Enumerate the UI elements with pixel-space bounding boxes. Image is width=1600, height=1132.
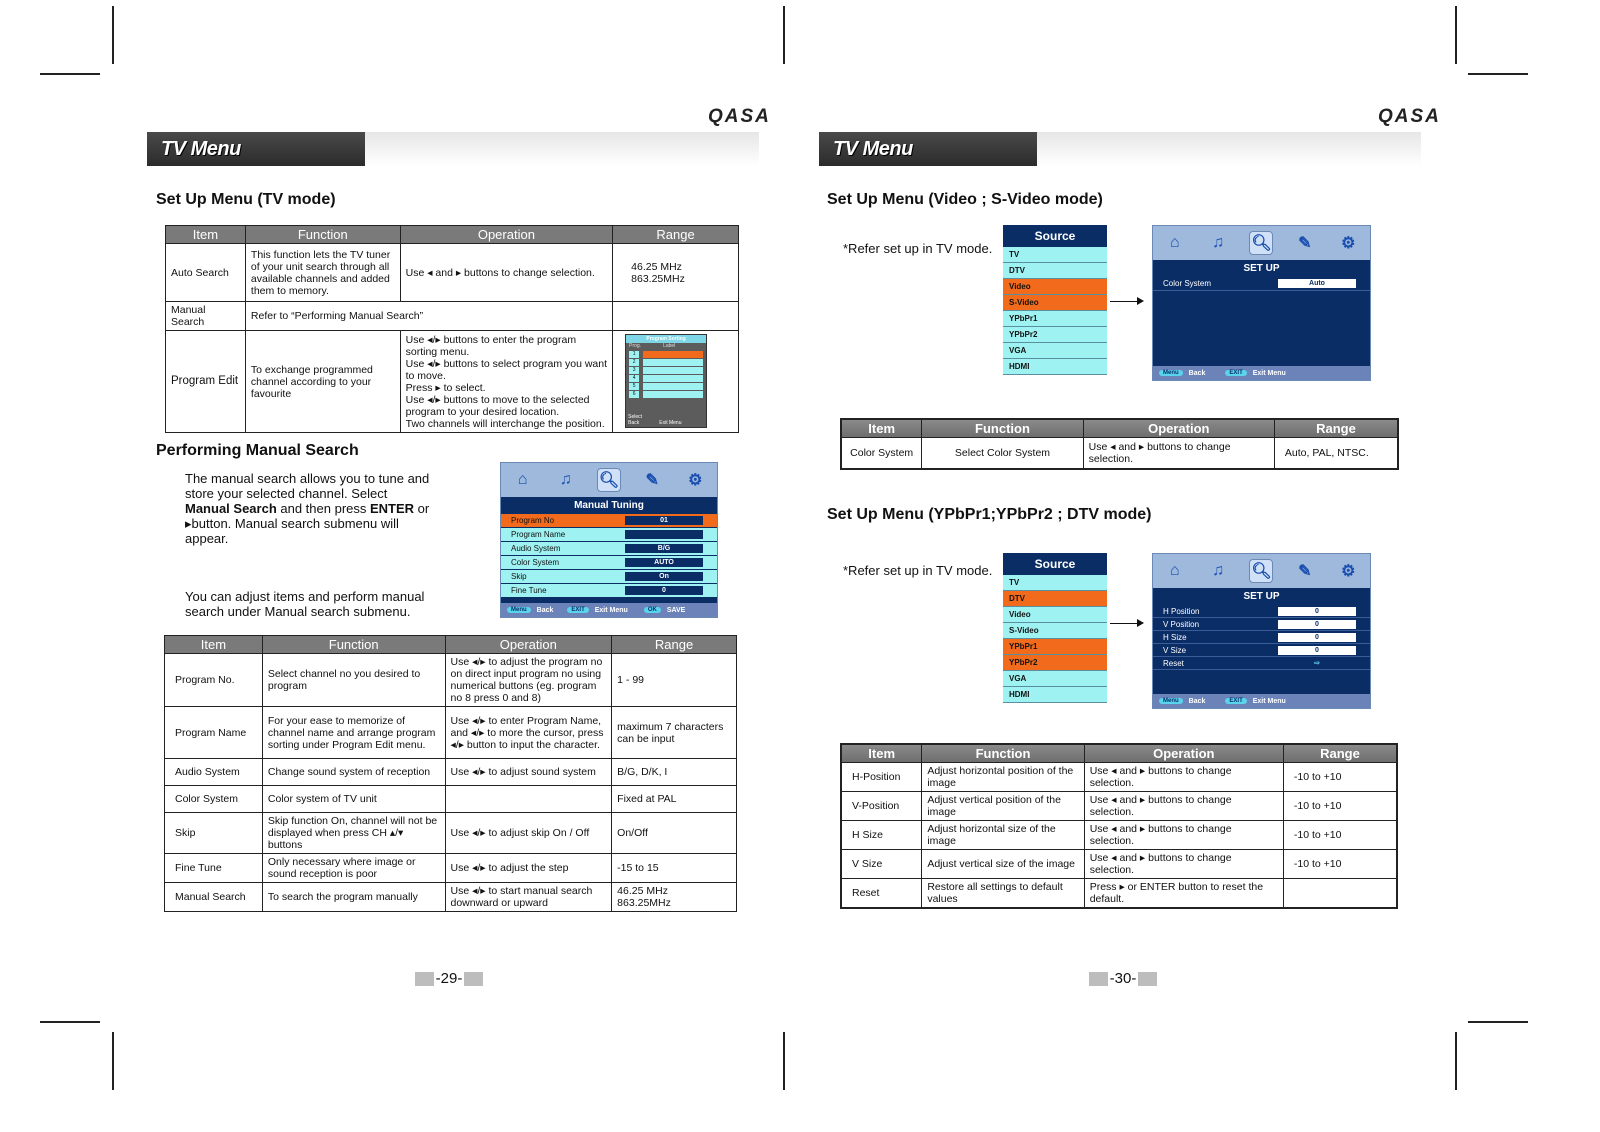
table-row: Audio System Change sound system of reception Use ◂/▸ to adjust sound system B/G, D/K, I [165, 759, 737, 786]
cell-operation: Use ◂/▸ buttons to enter the program sorting menu. Use ◂/▸ buttons to select program you want to move. Press ▸ to select. Use ◂/▸ buttons to move to the selected program to your desired location. Two channels will interchange the position. [400, 331, 613, 433]
banner-title: TV Menu [161, 138, 241, 160]
manual-tuning-osd [500, 462, 718, 618]
mini-row: 2 [629, 359, 703, 366]
source-item-ypbpr1[interactable]: YPbPr1 [1003, 311, 1107, 327]
col-header: Item [165, 636, 263, 654]
osd-footer: Menu Back EXIT Exit Menu [1153, 694, 1370, 708]
brand-logo: QASA [1378, 106, 1441, 127]
section-banner [147, 132, 759, 166]
table-header-row: Item Function Operation Range [841, 419, 1398, 437]
music-icon: ♫ [1212, 562, 1225, 579]
osd-footer: Menu Back EXIT Exit Menu OK SAVE [501, 603, 717, 617]
table-header-row: Item Function Operation Range [841, 744, 1397, 762]
osd-header: SET UP [1243, 263, 1280, 274]
source-title: Source [1003, 553, 1107, 575]
crop-mark [40, 73, 100, 75]
source-item-hdmi[interactable]: HDMI [1003, 359, 1107, 375]
arrow-icon [1110, 301, 1142, 302]
cell-function: Refer to “Performing Manual Search” [245, 302, 612, 331]
osd-row-v-size: V Size 0 [1153, 644, 1370, 657]
crop-mark [40, 1021, 100, 1023]
source-item-tv[interactable]: TV [1003, 575, 1107, 591]
mini-row: 4 [629, 375, 703, 382]
source-item-ypbpr1[interactable]: YPbPr1 [1003, 639, 1107, 655]
mini-foot-back: Back [628, 420, 640, 426]
refer-note: *Refer set up in TV mode. [843, 241, 993, 256]
section-title: Set Up Menu (Video ; S-Video mode) [827, 191, 1103, 208]
osd-row-color-system: Color System AUTO [501, 556, 717, 570]
crop-mark [1468, 73, 1528, 75]
source-item-s-video[interactable]: S-Video [1003, 295, 1107, 311]
gear-icon: ⚙ [1341, 563, 1356, 580]
refer-note: *Refer set up in TV mode. [843, 563, 993, 578]
table-row [166, 302, 739, 331]
cell-range: 46.25 MHz 863.25MHz [613, 244, 739, 302]
col-header: Item [166, 226, 246, 244]
col-header: Range [613, 226, 739, 244]
crop-mark [1455, 1032, 1457, 1090]
osd-row-reset: Reset ⇨ [1153, 657, 1370, 670]
osd-header: SET UP [1243, 591, 1280, 602]
source-item-dtv[interactable]: DTV [1003, 263, 1107, 279]
col-header: Operation [400, 226, 613, 244]
video-setup-table [840, 418, 1399, 470]
osd-row-h-position: H Position 0 [1153, 605, 1370, 618]
page-30 [800, 0, 1600, 1132]
gear-icon: ⚙ [688, 472, 703, 489]
home-icon: ⌂ [1169, 234, 1180, 251]
tools-icon: ✎ [1298, 563, 1312, 580]
mini-col-label: Label [663, 343, 676, 349]
osd-row-h-size: H Size 0 [1153, 631, 1370, 644]
table-row: Manual Search To search the program manually Use ◂/▸ to start manual search downward or upward 46.25 MHz 863.25MHz [165, 883, 737, 912]
cell-item: Manual Search [166, 302, 246, 331]
crop-mark [112, 6, 114, 64]
table-row: Reset Restore all settings to default values Press ▸ or ENTER button to reset the default. [841, 878, 1397, 908]
col-header: Operation [445, 636, 612, 654]
tv-setup-table [165, 225, 739, 433]
crop-mark [783, 6, 785, 64]
mini-osd-title: Program Sorting [626, 335, 706, 343]
osd-row-v-position: V Position 0 [1153, 618, 1370, 631]
mini-col-prog: Prog. [629, 343, 642, 349]
col-header: Function [262, 636, 445, 654]
cell-function: This function lets the TV tuner of your unit search through all available channels and added them to memory. [245, 244, 400, 302]
source-item-vga[interactable]: VGA [1003, 671, 1107, 687]
source-item-ypbpr2[interactable]: YPbPr2 [1003, 327, 1107, 343]
cell-function: To exchange programmed channel according to your favourite [245, 331, 400, 433]
table-row: H Size Adjust horizontal size of the image Use ◂ and ▸ buttons to change selection. -10 to +10 [841, 820, 1397, 849]
brand-logo: QASA [708, 106, 771, 127]
section-banner [819, 132, 1421, 166]
mini-foot-select: Select [628, 414, 643, 420]
source-item-hdmi[interactable]: HDMI [1003, 687, 1107, 703]
gear-icon: ⚙ [1341, 235, 1356, 252]
setup-osd-1 [1152, 225, 1371, 381]
osd-row-fine-tune: Fine Tune 0 [501, 584, 717, 598]
source-menu-2 [1003, 553, 1107, 703]
source-item-video[interactable]: Video [1003, 607, 1107, 623]
mini-row: 3 [629, 367, 703, 374]
search-icon: 🔍︎ [1249, 559, 1273, 583]
osd-row-program-name: Program Name [501, 528, 717, 542]
table-header-row [166, 226, 739, 244]
arrow-icon [1110, 623, 1142, 624]
search-icon: 🔍︎ [1249, 231, 1273, 255]
search-icon: 🔍︎ [597, 468, 621, 492]
manual-search-intro: The manual search allows you to tune and store your selected channel. Select Manual Search and then press ENTER or ▸button. Manual search submenu will appear. [185, 471, 430, 546]
table-row [166, 331, 739, 433]
table-row: V Size Adjust vertical size of the image Use ◂ and ▸ buttons to change selection. -10 to +10 [841, 849, 1397, 878]
crop-mark [1468, 1021, 1528, 1023]
table-row: Skip Skip function On, channel will not be displayed when press CH ▴/▾ buttons Use ◂/▸ to adjust skip On / Off On/Off [165, 813, 737, 854]
source-item-vga[interactable]: VGA [1003, 343, 1107, 359]
osd-icon-bar [1153, 554, 1370, 588]
table-row [166, 244, 739, 302]
section-title: Set Up Menu (TV mode) [156, 191, 336, 208]
table-header-row [165, 636, 737, 654]
osd-row-audio-system: Audio System B/G [501, 542, 717, 556]
table-row: Program No. Select channel no you desired to program Use ◂/▸ to adjust the program no on direct input program no using numerical buttons (eg. program no 8 press 0 and 8) 1 - 99 [165, 654, 737, 707]
cell-item: Program Edit [166, 331, 246, 433]
col-header: Function [245, 226, 400, 244]
tools-icon: ✎ [1298, 235, 1312, 252]
table-row: V-Position Adjust vertical position of the image Use ◂ and ▸ buttons to change selection. -10 to +10 [841, 791, 1397, 820]
program-sorting-thumbnail [625, 334, 707, 428]
osd-row-color-system: Color System Auto [1153, 277, 1370, 291]
crop-mark [783, 1032, 785, 1090]
crop-mark [1455, 6, 1457, 64]
table-row: H-Position Adjust horizontal position of the image Use ◂ and ▸ buttons to change selection. -10 to +10 [841, 762, 1397, 791]
source-item-video[interactable]: Video [1003, 279, 1107, 295]
source-item-tv[interactable]: TV [1003, 247, 1107, 263]
setup-osd-2 [1152, 553, 1371, 709]
col-header: Range [612, 636, 737, 654]
cell-range [613, 331, 739, 433]
source-title: Source [1003, 225, 1107, 247]
cell-operation: Use ◂ and ▸ buttons to change selection. [400, 244, 613, 302]
osd-row-program-no: Program No 01 [501, 514, 717, 528]
section-title: Set Up Menu (YPbPr1;YPbPr2 ; DTV mode) [827, 506, 1152, 523]
osd-row-skip: Skip On [501, 570, 717, 584]
mini-foot-exit: Exit Menu [659, 420, 682, 426]
source-item-dtv[interactable]: DTV [1003, 591, 1107, 607]
osd-icon-bar [1153, 226, 1370, 260]
section-title: Performing Manual Search [156, 442, 359, 459]
tools-icon: ✎ [645, 472, 659, 489]
manual-search-note: You can adjust items and perform manual search under Manual search submenu. [185, 589, 425, 619]
page-number: -29- [415, 972, 483, 986]
table-row: Color System Color system of TV unit Fixed at PAL [165, 786, 737, 813]
music-icon: ♫ [1212, 234, 1225, 251]
cell-item: Auto Search [166, 244, 246, 302]
music-icon: ♫ [559, 471, 572, 488]
cell-range [613, 302, 739, 331]
source-menu-1 [1003, 225, 1107, 375]
manual-search-table [164, 635, 737, 912]
mini-row: 5 [629, 383, 703, 390]
mini-row: 1 [629, 351, 703, 358]
mini-row: 6 [629, 391, 703, 398]
table-row: Color System Select Color System Use ◂ and ▸ buttons to change selection. Auto, PAL, NTSC. [841, 437, 1398, 469]
home-icon: ⌂ [517, 471, 528, 488]
table-row: Fine Tune Only necessary where image or sound reception is poor Use ◂/▸ to adjust the step -15 to 15 [165, 854, 737, 883]
page-number: -30- [1089, 972, 1157, 986]
osd-footer: Menu Back EXIT Exit Menu [1153, 366, 1370, 380]
table-row: Program Name For your ease to memorize of channel name and arrange program sorting under Program Edit menu. Use ◂/▸ to enter Program Name, and ◂/▸ to more the cursor, press ◂/▸ button to input the character. maximum 7 characters can be input [165, 707, 737, 759]
osd-header: Manual Tuning [574, 500, 644, 511]
crop-mark [112, 1032, 114, 1090]
ypbpr-setup-table [840, 743, 1398, 909]
home-icon: ⌂ [1169, 562, 1180, 579]
source-item-ypbpr2[interactable]: YPbPr2 [1003, 655, 1107, 671]
banner-title: TV Menu [833, 138, 913, 160]
osd-icon-bar [501, 463, 717, 497]
source-item-s-video[interactable]: S-Video [1003, 623, 1107, 639]
